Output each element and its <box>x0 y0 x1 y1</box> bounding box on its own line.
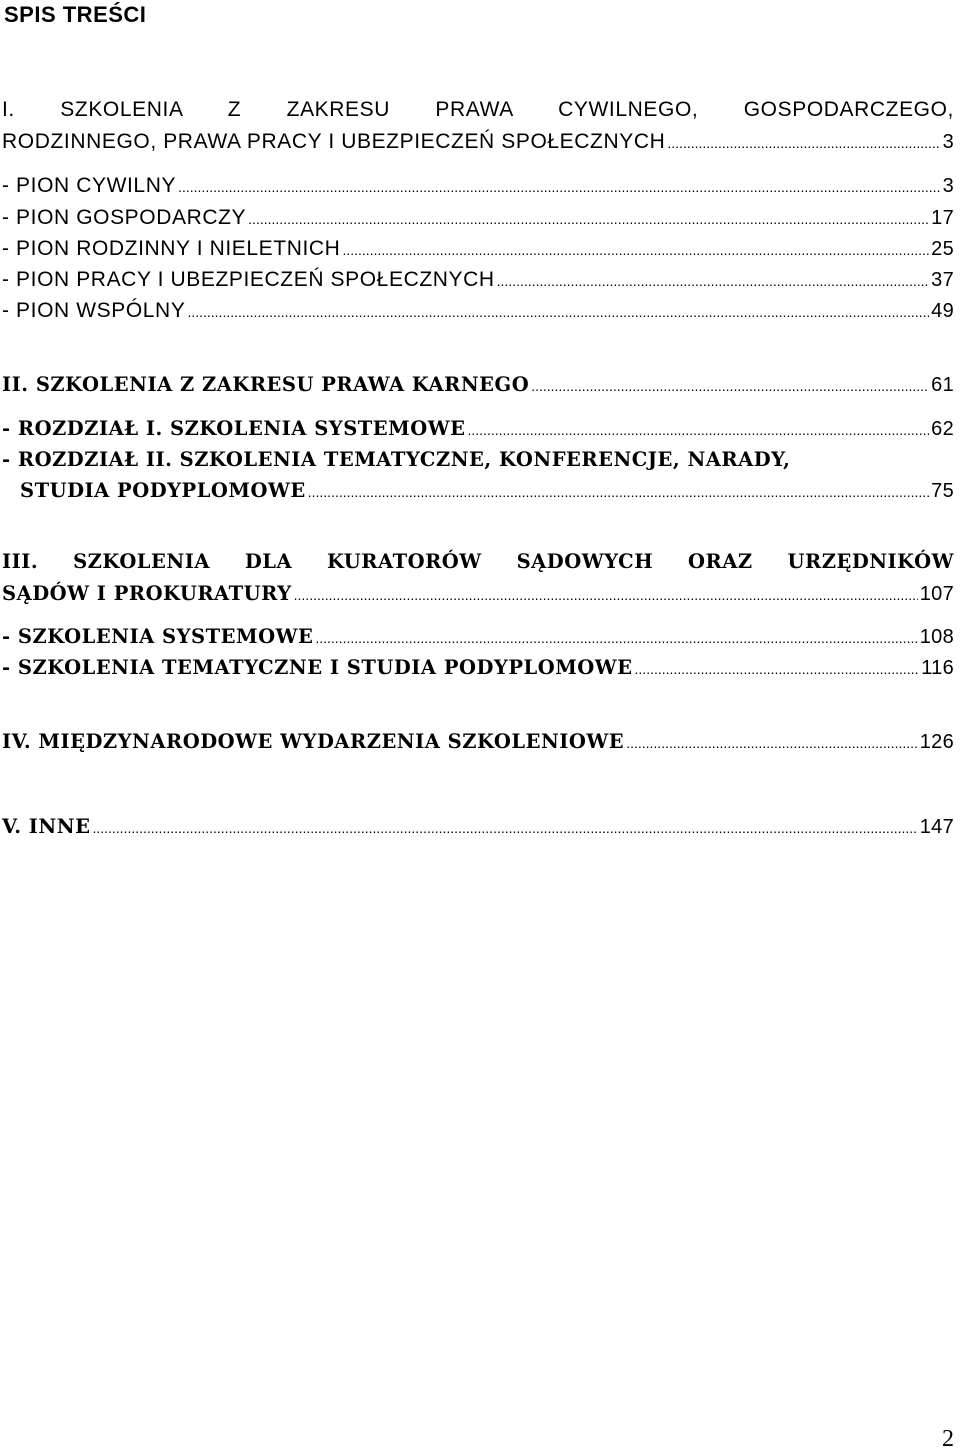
toc-entry-text: III. SZKOLENIA DLA KURATORÓW SĄDOWYCH ORAZ URZĘDNIKÓW <box>2 550 954 573</box>
dot-leader <box>468 422 930 438</box>
dot-leader <box>626 735 918 751</box>
toc-entry-text: SĄDÓW I PROKURATURY <box>2 582 292 605</box>
dot-leader <box>667 135 940 151</box>
dot-leader <box>178 179 940 195</box>
toc-entry-section-3-line-2[interactable] <box>2 582 954 612</box>
dot-leader <box>187 304 929 320</box>
toc-entry-page: 17 <box>931 207 954 229</box>
toc-entry-text: - SZKOLENIA TEMATYCZNE I STUDIA PODYPLOMOWE <box>2 656 633 679</box>
dot-leader <box>531 378 929 394</box>
toc-entry-text: - PION WSPÓLNY <box>2 299 186 322</box>
toc-entry-text: - ROZDZIAŁ I. SZKOLENIA SYSTEMOWE <box>2 417 466 440</box>
toc-entry-text: - PION GOSPODARCZY <box>2 206 247 229</box>
toc-entry-section-1-line-1[interactable] <box>2 98 954 128</box>
toc-entry-pion-wspolny[interactable] <box>2 299 954 329</box>
toc-entry-text: - PION RODZINNY I NIELETNICH <box>2 237 341 260</box>
dot-leader <box>497 273 929 289</box>
dot-leader <box>308 484 929 500</box>
toc-entry-page: 75 <box>931 480 954 502</box>
dot-leader <box>342 242 929 258</box>
toc-entry-page: 108 <box>919 626 954 648</box>
toc-entry-section-5[interactable] <box>2 815 954 845</box>
toc-entry-rozdzial-2-line-1[interactable] <box>2 448 954 478</box>
toc-entry-page: 116 <box>921 657 954 679</box>
toc-entry-pion-cywilny[interactable] <box>2 174 954 204</box>
dot-leader <box>315 630 917 646</box>
toc-entry-pion-rodzinny[interactable] <box>2 237 954 267</box>
toc-entry-text: STUDIA PODYPLOMOWE <box>20 479 306 502</box>
toc-entry-rozdzial-2-line-2[interactable] <box>20 479 954 509</box>
toc-entry-text: - ROZDZIAŁ II. SZKOLENIA TEMATYCZNE, KONFERENCJE, NARADY, <box>2 448 791 471</box>
toc-entry-szkolenia-tematyczne[interactable] <box>2 656 954 686</box>
toc-entry-page: 3 <box>942 175 954 197</box>
toc-heading: SPIS TREŚCI <box>4 2 147 27</box>
toc-entry-section-3-line-1[interactable] <box>2 550 954 580</box>
toc-entry-text: RODZINNEGO, PRAWA PRACY I UBEZPIECZEŃ SPOŁECZNYCH <box>2 130 666 153</box>
toc-entry-text: - PION PRACY I UBEZPIECZEŃ SPOŁECZNYCH <box>2 268 495 291</box>
toc-entry-szkolenia-systemowe[interactable] <box>2 625 954 655</box>
dot-leader <box>294 587 918 603</box>
toc-entry-section-1-line-2[interactable] <box>2 130 954 160</box>
toc-entry-page: 61 <box>931 374 954 396</box>
toc-entry-page: 3 <box>942 131 954 153</box>
toc-entry-page: 126 <box>919 731 954 753</box>
toc-entry-text: I. SZKOLENIA Z ZAKRESU PRAWA CYWILNEGO, GOSPODARCZEGO, <box>2 98 954 121</box>
toc-entry-text: IV. MIĘDZYNARODOWE WYDARZENIA SZKOLENIOWE <box>2 730 625 753</box>
toc-entry-rozdzial-1[interactable] <box>2 417 954 447</box>
dot-leader <box>635 661 920 677</box>
toc-entry-page: 37 <box>931 269 954 291</box>
toc-entry-section-4[interactable] <box>2 730 954 760</box>
page-number: 2 <box>942 1426 954 1452</box>
dot-leader <box>92 820 917 836</box>
toc-entry-page: 107 <box>919 583 954 605</box>
toc-entry-pion-pracy[interactable] <box>2 268 954 298</box>
toc-entry-text: - PION CYWILNY <box>2 174 177 197</box>
toc-entry-page: 49 <box>931 300 954 322</box>
toc-entry-text: - SZKOLENIA SYSTEMOWE <box>2 625 314 648</box>
toc-entry-page: 62 <box>931 418 954 440</box>
toc-entry-pion-gospodarczy[interactable] <box>2 206 954 236</box>
toc-entry-text: V. INNE <box>2 815 91 838</box>
dot-leader <box>248 211 929 227</box>
toc-entry-page: 25 <box>931 238 954 260</box>
toc-entry-page: 147 <box>919 816 954 838</box>
toc-entry-text: II. SZKOLENIA Z ZAKRESU PRAWA KARNEGO <box>2 373 530 396</box>
toc-entry-section-2[interactable] <box>2 373 954 403</box>
